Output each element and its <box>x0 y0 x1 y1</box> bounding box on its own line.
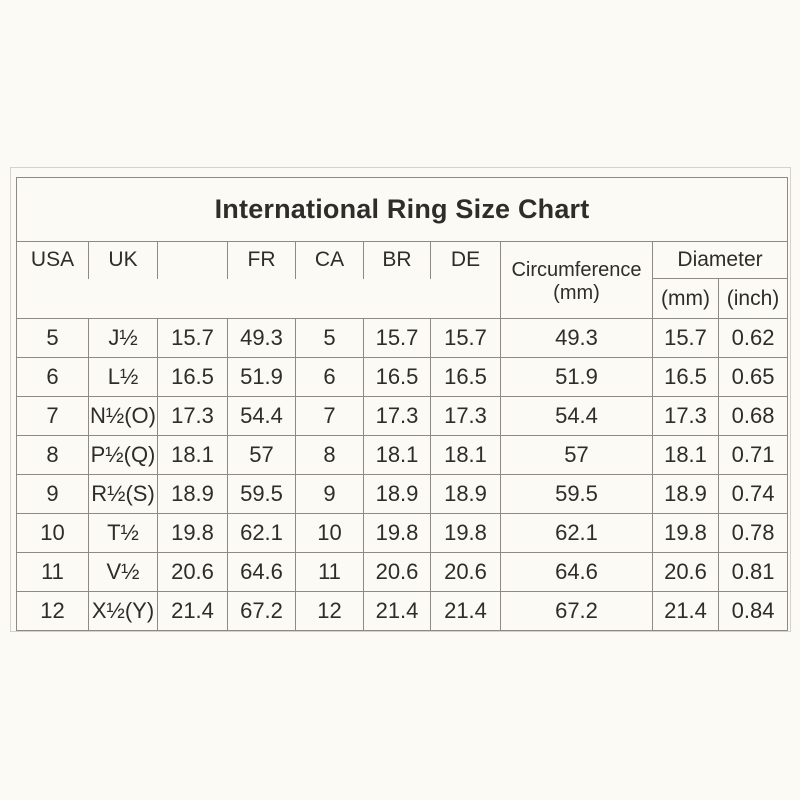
table-cell: 51.9 <box>501 358 653 397</box>
column-header-circumference <box>501 242 653 319</box>
table-cell: 19.8 <box>653 514 719 553</box>
table-cell: 16.5 <box>364 358 431 397</box>
table-cell: 16.5 <box>158 358 228 397</box>
table-cell: 12 <box>296 592 364 631</box>
table-cell: 0.81 <box>719 553 788 592</box>
table-row <box>17 319 788 358</box>
table-cell: 51.9 <box>228 358 296 397</box>
table-cell: T½ <box>89 514 158 553</box>
table-cell: 67.2 <box>228 592 296 631</box>
table-cell: 19.8 <box>158 514 228 553</box>
table-cell: X½(Y) <box>89 592 158 631</box>
table-cell: 20.6 <box>653 553 719 592</box>
table-cell: 21.4 <box>431 592 501 631</box>
header-row <box>17 242 788 279</box>
table-cell: 17.3 <box>653 397 719 436</box>
table-cell: 16.5 <box>431 358 501 397</box>
table-cell: 7 <box>17 397 89 436</box>
table-cell: L½ <box>89 358 158 397</box>
circumference-label: Circumference <box>511 259 642 281</box>
column-header-br: BR <box>364 242 431 279</box>
table-cell: 54.4 <box>228 397 296 436</box>
table-cell: 10 <box>296 514 364 553</box>
table-cell: 7 <box>296 397 364 436</box>
table-cell: 17.3 <box>431 397 501 436</box>
table-cell: P½(Q) <box>89 436 158 475</box>
table-cell: 9 <box>17 475 89 514</box>
table-cell: 49.3 <box>501 319 653 358</box>
table-cell: 6 <box>296 358 364 397</box>
table-cell: 18.1 <box>158 436 228 475</box>
table-cell: 12 <box>17 592 89 631</box>
table-cell: 62.1 <box>228 514 296 553</box>
table-cell: 49.3 <box>228 319 296 358</box>
table-cell: 0.62 <box>719 319 788 358</box>
table-cell: 6 <box>17 358 89 397</box>
table-cell: 18.9 <box>158 475 228 514</box>
table-cell: 10 <box>17 514 89 553</box>
column-header-diameter: Diameter <box>653 242 788 279</box>
table-cell: 18.1 <box>653 436 719 475</box>
table-cell: 5 <box>17 319 89 358</box>
table-cell: 57 <box>228 436 296 475</box>
table-cell: 18.9 <box>653 475 719 514</box>
table-cell: 21.4 <box>364 592 431 631</box>
table-row <box>17 592 788 631</box>
table-cell: 19.8 <box>431 514 501 553</box>
table-cell: 11 <box>17 553 89 592</box>
chart-title: International Ring Size Chart <box>17 178 788 242</box>
table-row <box>17 358 788 397</box>
table-cell: 20.6 <box>158 553 228 592</box>
table-cell: 0.74 <box>719 475 788 514</box>
table-cell: 59.5 <box>228 475 296 514</box>
table-cell: 20.6 <box>431 553 501 592</box>
table-cell: 57 <box>501 436 653 475</box>
table-cell: 0.68 <box>719 397 788 436</box>
column-header-blank <box>158 242 228 279</box>
table-cell: 21.4 <box>653 592 719 631</box>
table-cell: R½(S) <box>89 475 158 514</box>
table-cell: 54.4 <box>501 397 653 436</box>
table-cell: 5 <box>296 319 364 358</box>
table-row <box>17 475 788 514</box>
table-cell: 18.9 <box>364 475 431 514</box>
column-header-fr: FR <box>228 242 296 279</box>
table-cell: 20.6 <box>364 553 431 592</box>
table-cell: 8 <box>17 436 89 475</box>
table-cell: 15.7 <box>431 319 501 358</box>
column-header-uk: UK <box>89 242 158 279</box>
table-cell: 62.1 <box>501 514 653 553</box>
table-cell: 0.84 <box>719 592 788 631</box>
table-cell: 0.78 <box>719 514 788 553</box>
table-cell: 15.7 <box>653 319 719 358</box>
table-cell: 21.4 <box>158 592 228 631</box>
table-cell: 0.71 <box>719 436 788 475</box>
table-cell: 18.1 <box>431 436 501 475</box>
table-body <box>17 319 788 631</box>
table-cell: 8 <box>296 436 364 475</box>
column-header-de: DE <box>431 242 501 279</box>
table-cell: N½(O) <box>89 397 158 436</box>
table-row <box>17 514 788 553</box>
column-header-ca: CA <box>296 242 364 279</box>
table-cell: 15.7 <box>158 319 228 358</box>
title-row <box>17 178 788 242</box>
table-cell: 17.3 <box>158 397 228 436</box>
table-row <box>17 553 788 592</box>
column-header-usa: USA <box>17 242 89 279</box>
table-cell: 16.5 <box>653 358 719 397</box>
table-cell: 64.6 <box>228 553 296 592</box>
table-cell: 18.9 <box>431 475 501 514</box>
table-cell: 67.2 <box>501 592 653 631</box>
table-cell: 11 <box>296 553 364 592</box>
table-cell: J½ <box>89 319 158 358</box>
table-cell: 15.7 <box>364 319 431 358</box>
ring-size-chart-table <box>16 177 788 631</box>
header-filler-cell <box>17 279 501 319</box>
table-cell: 17.3 <box>364 397 431 436</box>
table-cell: 9 <box>296 475 364 514</box>
table-cell: V½ <box>89 553 158 592</box>
table-cell: 18.1 <box>364 436 431 475</box>
column-header-diameter-inch: (inch) <box>719 279 788 319</box>
table-cell: 0.65 <box>719 358 788 397</box>
circumference-unit: (mm) <box>553 282 600 304</box>
header-subrow <box>17 279 788 319</box>
table-row <box>17 397 788 436</box>
column-header-diameter-mm: (mm) <box>653 279 719 319</box>
table-row <box>17 436 788 475</box>
table-cell: 64.6 <box>501 553 653 592</box>
table-cell: 19.8 <box>364 514 431 553</box>
table-cell: 59.5 <box>501 475 653 514</box>
